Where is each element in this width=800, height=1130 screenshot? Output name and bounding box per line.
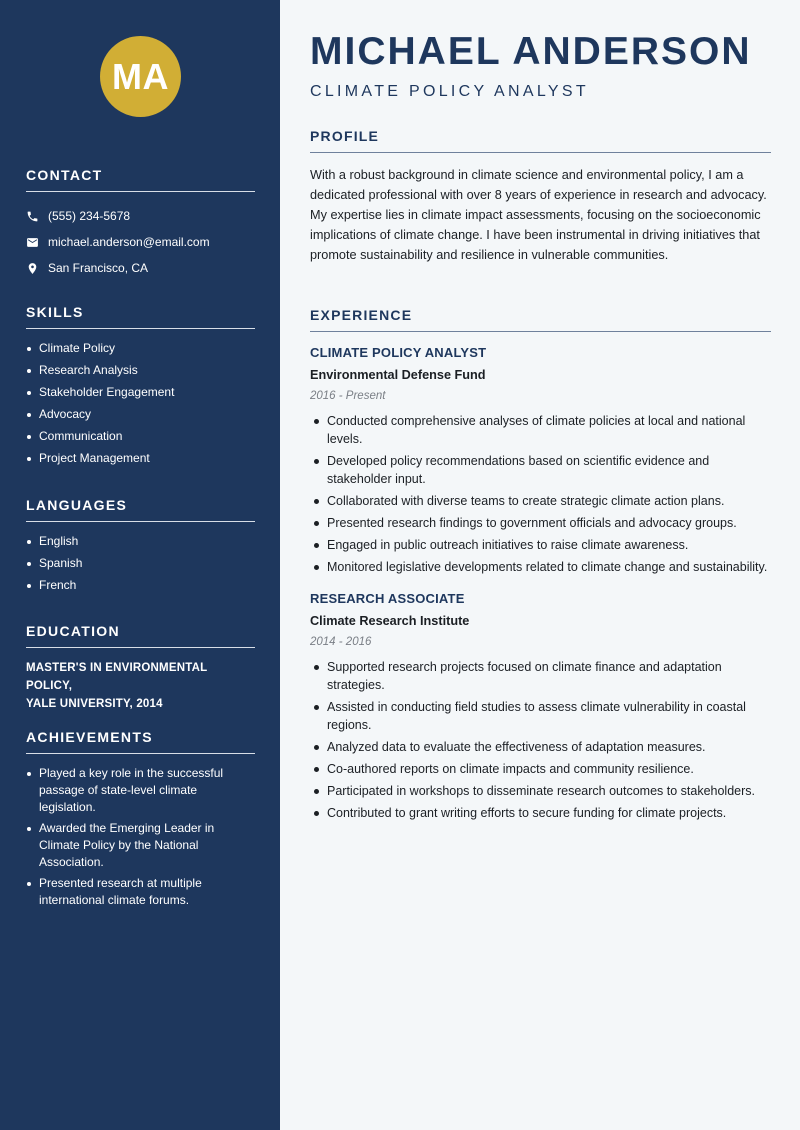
job-title: CLIMATE POLICY ANALYST — [310, 345, 487, 360]
job-bullet: Contributed to grant writing efforts to secure funding for climate projects. — [310, 804, 771, 822]
contact-section — [26, 167, 255, 281]
avatar — [100, 36, 181, 117]
contact-email — [26, 229, 255, 255]
location-pin-icon — [26, 262, 39, 275]
achievements-list — [26, 765, 255, 909]
education-school: YALE UNIVERSITY, 2014 — [26, 698, 163, 710]
job-bullet: Presented research findings to government officials and advocacy groups. — [310, 514, 771, 532]
job-bullet: Analyzed data to evaluate the effectiveness of adaptation measures. — [310, 738, 771, 756]
job-bullet: Engaged in public outreach initiatives to raise climate awareness. — [310, 536, 771, 554]
skill-item: Research Analysis — [26, 362, 255, 379]
skills-section — [26, 304, 255, 472]
job-bullets — [310, 412, 771, 576]
location-text: San Francisco, CA — [48, 261, 149, 275]
skill-item: Advocacy — [26, 406, 255, 423]
languages-heading: LANGUAGES — [26, 497, 255, 522]
skill-item: Stakeholder Engagement — [26, 384, 255, 401]
profile-text: With a robust background in climate science and environmental policy, I am a dedicated professional with over 8 years of experience in research and advocacy. My expertise lies in climate impact assessments, focusing on the socioeconomic implications of climate change. I have been instrumental in driving initiatives that promote sustainability and resilience in vulnerable communities. — [310, 168, 767, 262]
job-company: Climate Research Institute — [310, 614, 470, 628]
job-bullet: Supported research projects focused on climate finance and adaptation strategies. — [310, 658, 771, 694]
education-heading: EDUCATION — [26, 623, 255, 648]
phone-text: (555) 234-5678 — [48, 209, 131, 223]
skills-list — [26, 340, 255, 467]
education-section — [26, 623, 255, 713]
education-entry — [26, 659, 255, 713]
achievements-heading: ACHIEVEMENTS — [26, 729, 255, 754]
job-bullet: Participated in workshops to disseminate research outcomes to stakeholders. — [310, 782, 771, 800]
job-entry — [310, 344, 771, 576]
skill-item: Project Management — [26, 450, 255, 467]
skill-item: Climate Policy — [26, 340, 255, 357]
profile-section — [310, 128, 771, 265]
job-bullet: Collaborated with diverse teams to create strategic climate action plans. — [310, 492, 771, 510]
achievement-item: Presented research at multiple international climate forums. — [26, 875, 255, 909]
achievement-item: Played a key role in the successful passage of state-level climate legislation. — [26, 765, 255, 816]
skills-heading: SKILLS — [26, 304, 255, 329]
phone-icon — [26, 210, 39, 223]
job-bullet: Monitored legislative developments related to climate change and sustainability. — [310, 558, 771, 576]
avatar-initials: MA — [112, 55, 169, 97]
email-text: michael.anderson@email.com — [48, 235, 210, 249]
skill-item: Communication — [26, 428, 255, 445]
profile-heading: PROFILE — [310, 128, 771, 153]
languages-list — [26, 533, 255, 594]
contact-list — [26, 203, 255, 281]
job-company: Environmental Defense Fund — [310, 368, 486, 382]
job-bullet: Developed policy recommendations based on scientific evidence and stakeholder input. — [310, 452, 771, 488]
job-dates: 2014 - 2016 — [310, 636, 372, 648]
achievements-section — [26, 729, 255, 913]
contact-location — [26, 255, 255, 281]
job-bullets — [310, 658, 771, 822]
contact-heading: CONTACT — [26, 167, 255, 192]
contact-phone — [26, 203, 255, 229]
job-bullet: Conducted comprehensive analyses of climate policies at local and national levels. — [310, 412, 771, 448]
email-icon — [26, 236, 39, 249]
experience-heading: EXPERIENCE — [310, 307, 771, 332]
language-item: Spanish — [26, 555, 255, 572]
job-dates: 2016 - Present — [310, 390, 386, 402]
language-item: French — [26, 577, 255, 594]
language-item: English — [26, 533, 255, 550]
job-bullet: Co-authored reports on climate impacts and community resilience. — [310, 760, 771, 778]
job-title: RESEARCH ASSOCIATE — [310, 591, 465, 606]
languages-section — [26, 497, 255, 599]
education-degree: MASTER'S IN ENVIRONMENTAL POLICY, — [26, 662, 208, 692]
candidate-name: MICHAEL ANDERSON — [310, 30, 752, 73]
job-bullet: Assisted in conducting field studies to assess climate vulnerability in coastal regions. — [310, 698, 771, 734]
job-entry — [310, 590, 771, 822]
achievement-item: Awarded the Emerging Leader in Climate Policy by the National Association. — [26, 820, 255, 871]
experience-section — [310, 307, 771, 826]
sidebar — [0, 0, 280, 1130]
candidate-title: CLIMATE POLICY ANALYST — [310, 83, 589, 100]
